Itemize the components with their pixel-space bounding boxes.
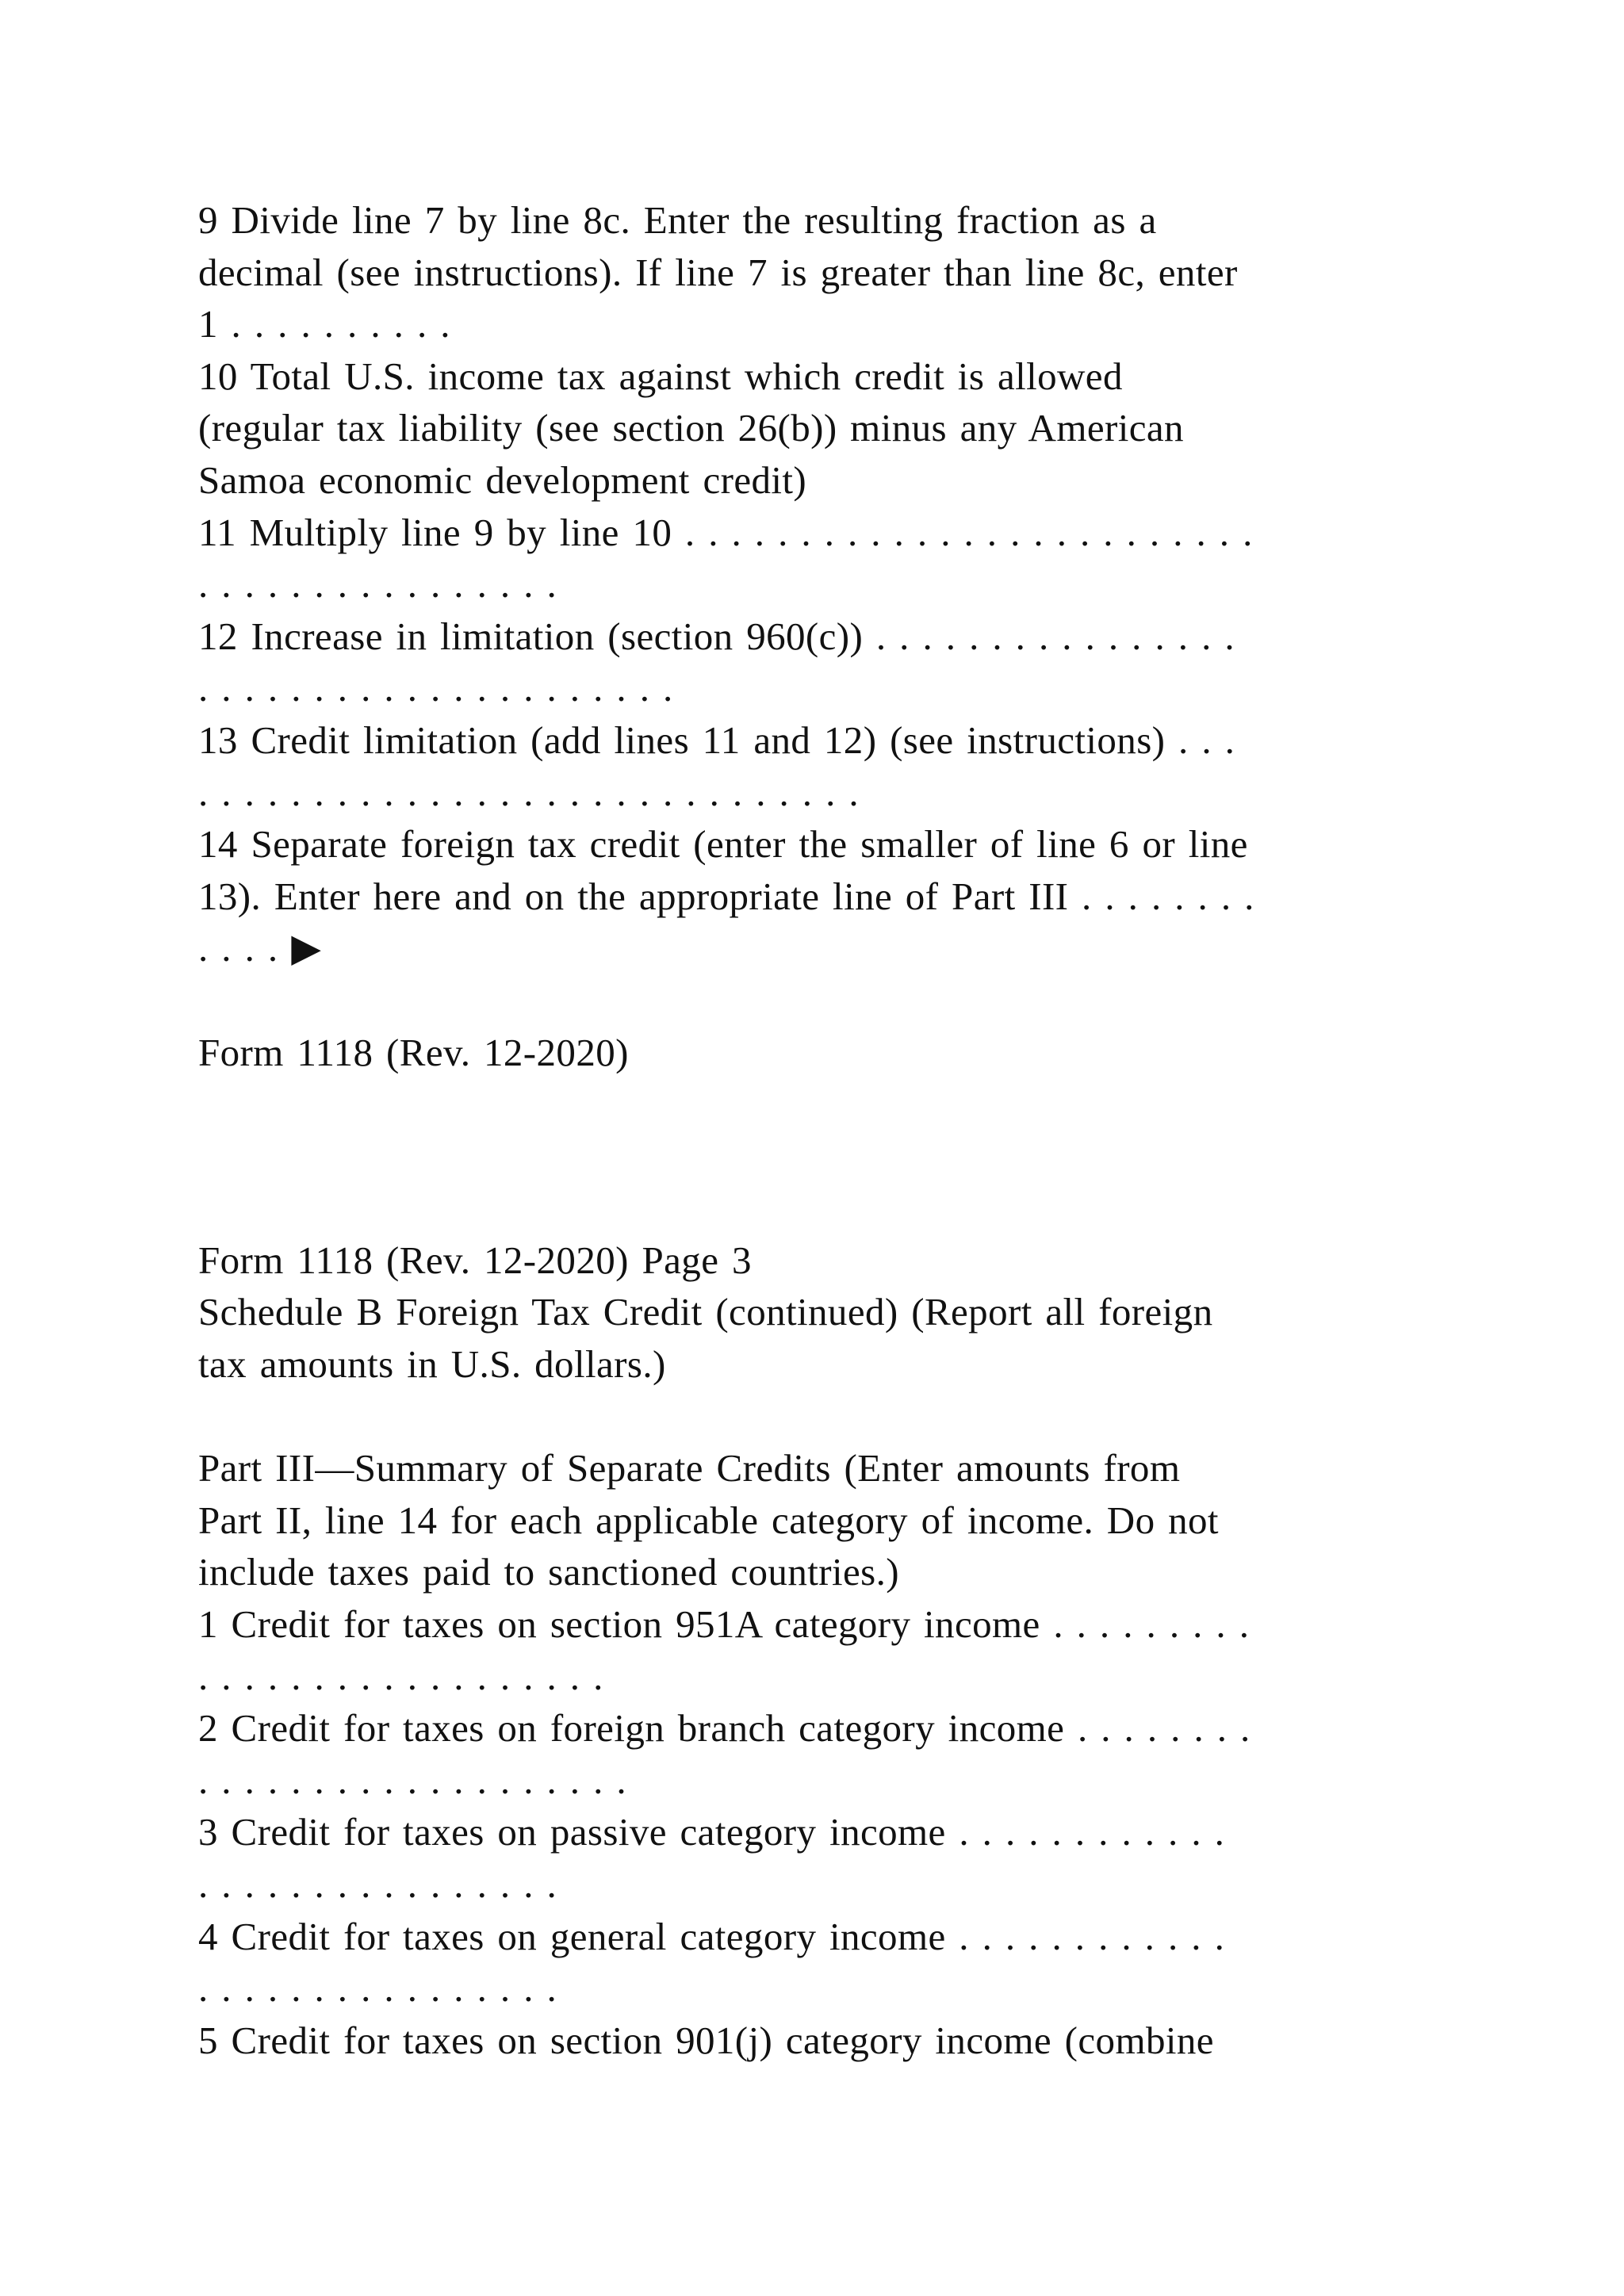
text-line: 14 Separate foreign tax credit (enter the smaller of line 6 or line [198, 822, 1248, 867]
page-break-spacer [198, 1078, 1435, 1234]
text-line: 11 Multiply line 9 by line 10 . . . . . . . . . . . . . . . . . . . . . . . . . [198, 510, 1253, 554]
text-line: . . . . . . . . . . . . . . . . . . . . . . . . . . . . . [198, 770, 860, 814]
text-line: . . . . . . . . . . . . . . . . . . . . . [198, 666, 673, 710]
text-line: . . . . . . . . . . . . . . . . [198, 562, 557, 607]
part3-heading: include taxes paid to sanctioned countries.) [198, 1550, 899, 1594]
text-line: decimal (see instructions). If line 7 is greater than line 8c, enter [198, 250, 1238, 294]
spacer [198, 974, 1435, 1027]
text-line: 4 Credit for taxes on general category income . . . . . . . . . . . . [198, 1914, 1225, 1958]
part3-heading: Part II, line 14 for each applicable category of income. Do not [198, 1498, 1219, 1542]
text-line: 9 Divide line 7 by line 8c. Enter the resulting fraction as a [198, 198, 1157, 242]
page-header-line: Form 1118 (Rev. 12-2020) Page 3 [198, 1238, 752, 1282]
text-line: 12 Increase in limitation (section 960(c)) . . . . . . . . . . . . . . . . [198, 614, 1235, 658]
part3-heading: Part III—Summary of Separate Credits (Enter amounts from [198, 1446, 1181, 1490]
text-line: Samoa economic development credit) [198, 457, 807, 502]
text-line: 1 Credit for taxes on section 951A category income . . . . . . . . . [198, 1602, 1250, 1647]
part2-section [198, 194, 1435, 974]
text-line: 10 Total U.S. income tax against which credit is allowed [198, 354, 1123, 398]
schedule-title: Schedule B Foreign Tax Credit (continued) (Report all foreign [198, 1290, 1213, 1334]
text-line: . . . . . . . . . . . . . . . . [198, 1966, 557, 2011]
text-line: 5 Credit for taxes on section 901(j) category income (combine [198, 2018, 1214, 2062]
text-line: . . . . . . . . . . . . . . . . . . [198, 1654, 603, 1698]
part3-section [198, 1442, 1435, 2066]
text-line: . . . . . . . . . . . . . . . . . . . [198, 1758, 627, 1802]
text-line: 1 . . . . . . . . . . [198, 302, 450, 346]
text-line: 13). Enter here and on the appropriate line of Part III . . . . . . . . [198, 874, 1254, 918]
text-line: 13 Credit limitation (add lines 11 and 12) (see instructions) . . . [198, 718, 1235, 762]
text-line: . . . . ▶ [198, 926, 322, 970]
text-line: 2 Credit for taxes on foreign branch category income . . . . . . . . [198, 1706, 1251, 1751]
page3-header [198, 1234, 1435, 1391]
text-line: . . . . . . . . . . . . . . . . [198, 1862, 557, 1907]
text-line: (regular tax liability (see section 26(b)) minus any American [198, 406, 1184, 450]
text-line: 3 Credit for taxes on passive category income . . . . . . . . . . . . [198, 1810, 1225, 1854]
spacer [198, 1391, 1435, 1443]
schedule-title-cont: tax amounts in U.S. dollars.) [198, 1342, 666, 1387]
form-footer: Form 1118 (Rev. 12-2020) [198, 1030, 629, 1074]
document-page [198, 194, 1435, 2066]
